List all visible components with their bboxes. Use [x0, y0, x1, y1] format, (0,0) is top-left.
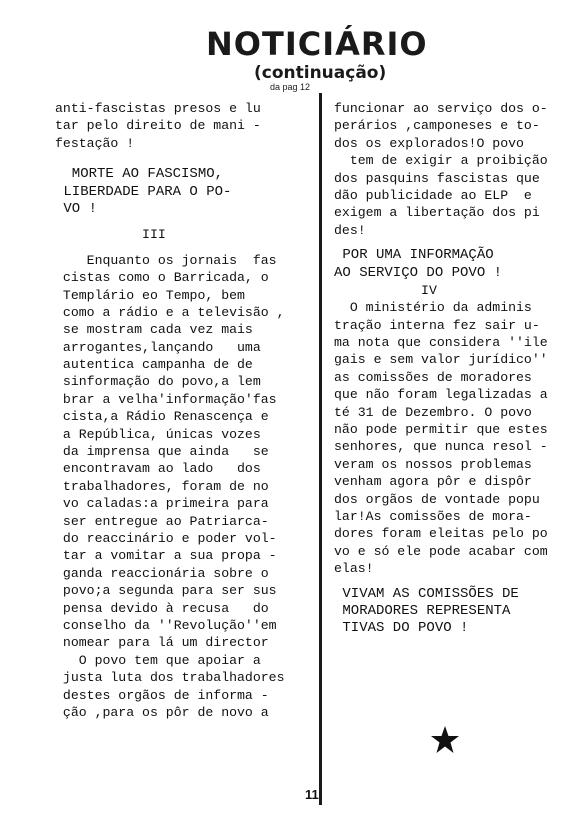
text-line: povo;a segunda para ser sus: [55, 583, 277, 599]
text-line: cistas como o Barricada, o: [55, 270, 269, 286]
text-line: ção ,para os pôr de novo a: [55, 704, 269, 720]
spacer: [55, 218, 313, 226]
text-line: sinformação do povo,a lem: [55, 374, 261, 390]
text-line: venham agora pôr e dispôr: [334, 474, 532, 490]
text-line: tar a vomitar a sua propa -: [55, 548, 277, 564]
spacer: [55, 152, 313, 166]
text-line: como a rádio e a televisão ,: [55, 304, 285, 320]
text-line: arrogantes,lançando uma: [55, 339, 261, 355]
masthead-subtitle: (continuação): [254, 63, 387, 83]
text-line: nomear para lá um director: [55, 635, 269, 651]
text-line: vo e só ele pode acabar com: [334, 543, 548, 559]
text-line: O povo tem que apoiar a: [55, 652, 261, 668]
section-heading: TIVAS DO POVO !: [334, 620, 469, 637]
right-column: [334, 100, 583, 638]
spacer: [334, 239, 583, 247]
text-line: gais e sem valor jurídico'': [334, 352, 548, 368]
text-line: exigem a libertação dos pi: [334, 205, 540, 221]
text-line: lar!As comissões de mora-: [334, 508, 532, 524]
text-line: cista,a Rádio Renascença e: [55, 409, 269, 425]
text-line: Templário eo Tempo, bem: [55, 287, 245, 303]
text-line: senhores, que nunca resol -: [334, 439, 548, 455]
text-line: tem de exigir a proibição: [334, 153, 548, 169]
text-line: não pode permitir que estes: [334, 422, 548, 438]
column-divider: [319, 93, 322, 805]
text-line: anti-fascistas presos e lu: [55, 101, 261, 116]
text-line: dos os explorados!O povo: [334, 135, 524, 151]
section-numeral: IV: [334, 282, 437, 298]
text-line: da imprensa que ainda se: [55, 444, 269, 460]
text-line: festação !: [55, 135, 135, 151]
text-line: vo caladas:a primeira para: [55, 496, 269, 512]
section-heading: VO !: [55, 200, 98, 217]
text-line: té 31 de Dezembro. O povo: [334, 404, 532, 420]
text-line: que não foram legalizadas a: [334, 387, 548, 403]
section-heading: MORTE AO FASCISMO,: [55, 166, 224, 183]
text-line: as comissões de moradores: [334, 369, 532, 385]
text-line: Enquanto os jornais fas: [55, 252, 277, 268]
text-line: tar pelo direito de mani -: [55, 118, 261, 134]
section-heading: POR UMA INFORMAÇÃO: [334, 247, 494, 264]
text-line: dos pasquins fascistas que: [334, 170, 540, 186]
text-line: ser entregue ao Patriarca-: [55, 513, 269, 529]
text-line: dos orgãos de vontade popu: [334, 491, 540, 507]
section-heading: VIVAM AS COMISSÕES DE: [334, 585, 519, 602]
section-heading: LIBERDADE PARA O PO-: [55, 183, 232, 200]
text-line: des!: [334, 222, 366, 238]
masthead-title: NOTICIÁRIO: [206, 25, 428, 63]
text-line: tração interna fez sair u-: [334, 317, 540, 333]
section-numeral: III: [55, 227, 166, 243]
star-icon: [430, 725, 460, 755]
text-line: funcionar ao serviço dos o-: [334, 101, 548, 116]
text-line: encontravam ao lado dos: [55, 461, 261, 477]
text-line: conselho da ''Revolução''em: [55, 617, 277, 633]
text-line: ma nota que considera ''ile: [334, 335, 548, 351]
page-number: 11: [305, 787, 319, 802]
text-line: O ministério da adminis: [334, 300, 532, 316]
text-line: pensa devido à recusa do: [55, 600, 269, 616]
text-line: veram os nossos problemas: [334, 456, 532, 472]
left-column: [55, 100, 313, 721]
text-line: elas!: [334, 561, 374, 577]
text-line: brar a velha'informação'fas: [55, 391, 277, 407]
text-line: autentica campanha de de: [55, 357, 253, 373]
section-heading: MORADORES REPRESENTA: [334, 602, 511, 619]
text-line: dores foram eleitas pelo po: [334, 526, 548, 542]
text-line: destes orgãos de informa -: [55, 687, 269, 703]
text-line: justa luta dos trabalhadores: [55, 670, 285, 686]
section-heading: AO SERVIÇO DO POVO !: [334, 264, 503, 281]
text-line: do reaccinário e poder vol-: [55, 530, 277, 546]
text-line: a República, únicas vozes: [55, 426, 261, 442]
text-line: trabalhadores, foram de no: [55, 478, 269, 494]
text-line: ganda reaccionária sobre o: [55, 565, 269, 581]
text-line: dão publicidade ao ELP e: [334, 187, 532, 203]
page-reference: da pag 12: [270, 82, 311, 92]
text-line: se mostram cada vez mais: [55, 322, 253, 338]
spacer: [334, 578, 583, 586]
spacer: [55, 244, 313, 252]
text-line: perários ,camponeses e to-: [334, 118, 540, 134]
